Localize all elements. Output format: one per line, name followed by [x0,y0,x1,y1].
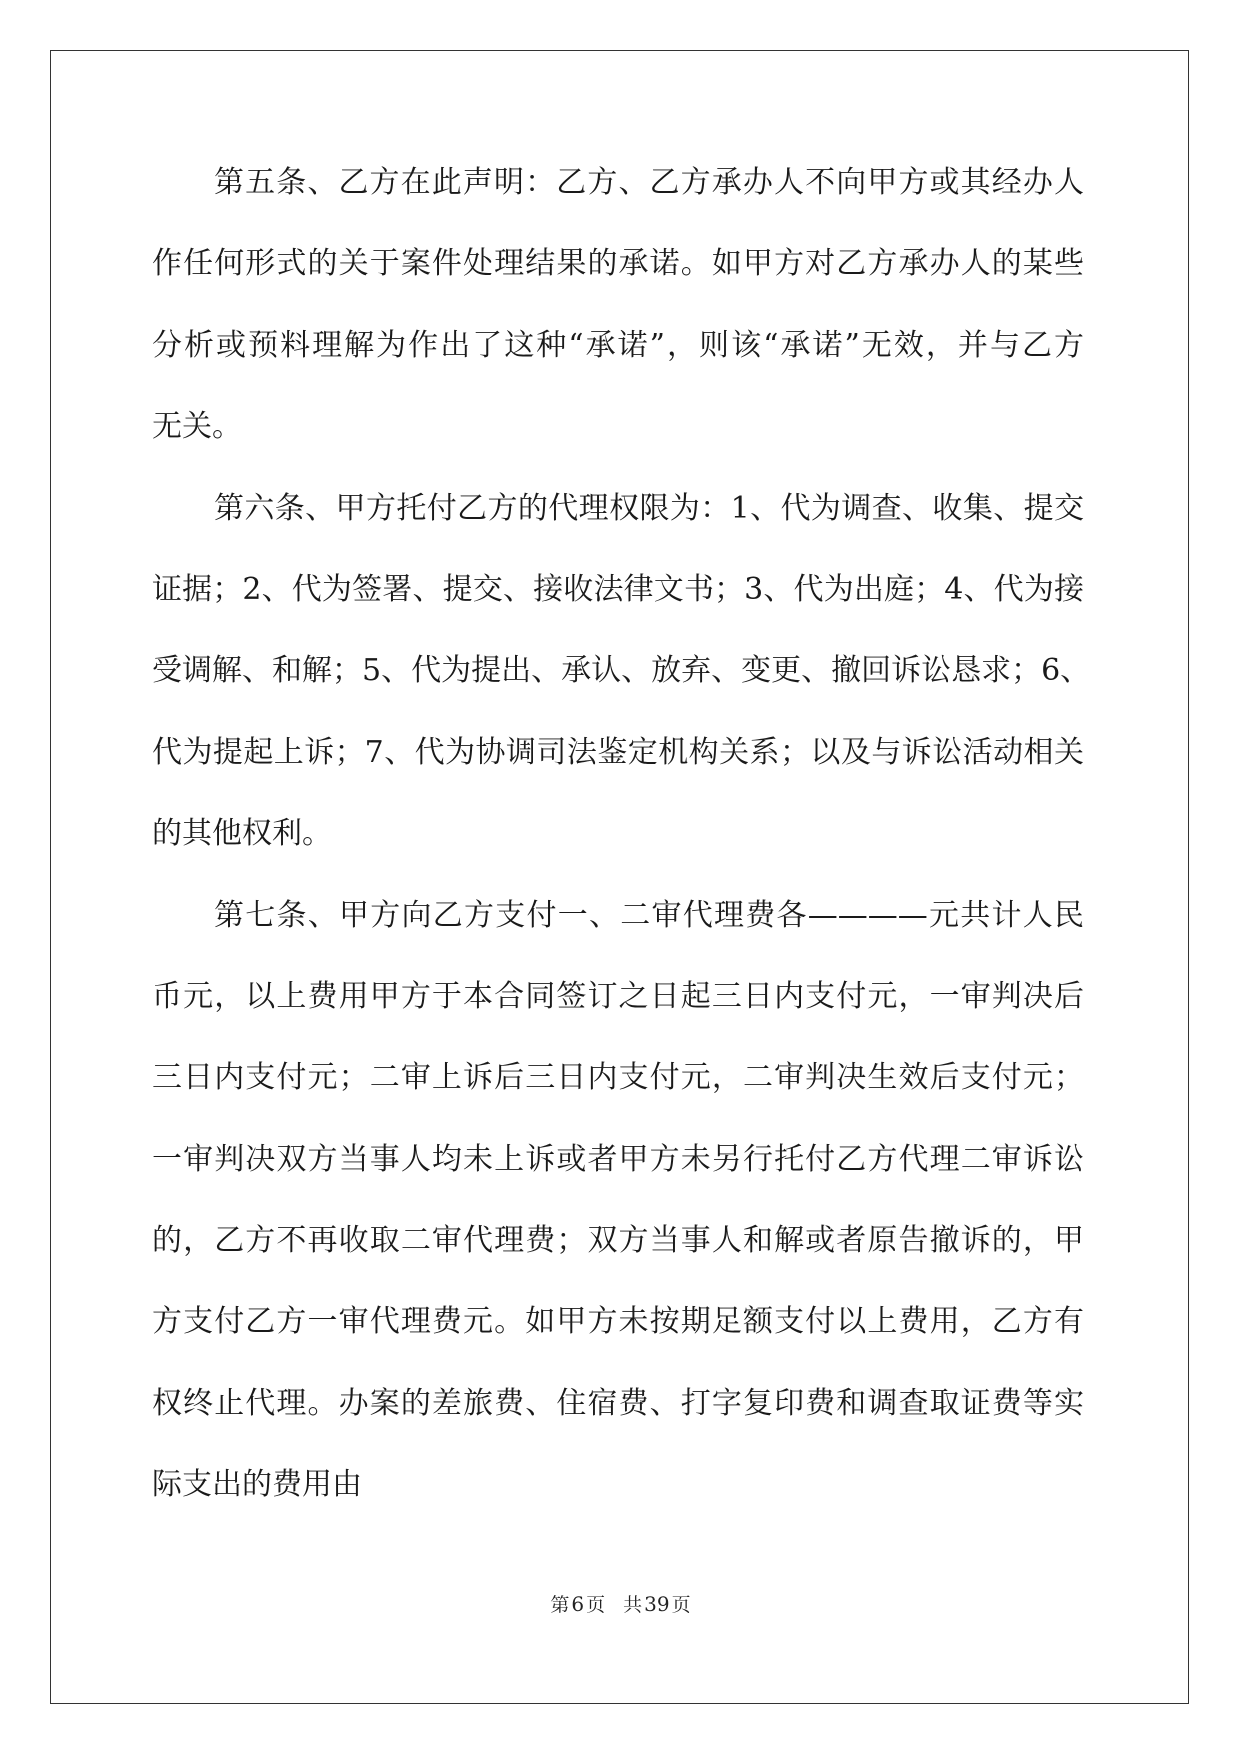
text-line: 第五条、乙方在此声明：乙方、乙方承办人不向甲方或其经办人 [214,165,1084,200]
text-line: 的其他权利。 [152,816,332,852]
text-line: 证据；2、代为签署、提交、接收法律文书；3、代为出庭；4、代为接 [152,571,1084,607]
text-line: 无关。 [152,409,242,445]
text-line: 方支付乙方一审代理费元。如甲方未按期足额支付以上费用，乙方有 [152,1304,1084,1340]
page-footer [0,1590,1241,1617]
page-suffix: 页 [586,1594,606,1616]
page-prefix: 第 [550,1594,570,1616]
text-line: 权终止代理。办案的差旅费、住宿费、打字复印费和调查取证费等实 [152,1385,1084,1421]
document-body [152,158,1091,1542]
text-line: 际支出的费用由 [152,1467,362,1503]
text-line: 受调解、和解；5、代为提出、承认、放弃、变更、撤回诉讼恳求；6、 [152,653,1091,689]
total-suffix: 页 [671,1594,691,1616]
text-line: 作任何形式的关于案件处理结果的承诺。如甲方对乙方承办人的某些 [152,246,1084,282]
text-line: 三日内支付元；二审上诉后三日内支付元，二审判决生效后支付元； [152,1060,1084,1096]
text-line: 第六条、甲方托付乙方的代理权限为：1、代为调查、收集、提交 [214,490,1084,526]
total-pages: 39 [644,1592,670,1616]
page-number: 6 [571,1592,585,1616]
total-prefix: 共 [623,1594,643,1616]
text-line: 第七条、甲方向乙方支付一、二审代理费各————元共计人民 [214,897,1084,933]
text-line: 代为提起上诉；7、代为协调司法鉴定机构关系；以及与诉讼活动相关 [152,734,1084,770]
text-line: 的，乙方不再收取二审代理费；双方当事人和解或者原告撤诉的，甲 [152,1223,1084,1259]
text-line: 一审判决双方当事人均未上诉或者甲方未另行托付乙方代理二审诉讼 [152,1141,1084,1177]
text-line: 分析或预料理解为作出了这种“承诺”，则该“承诺”无效，并与乙方 [152,327,1084,363]
text-line: 币元，以上费用甲方于本合同签订之日起三日内支付元，一审判决后 [152,978,1084,1014]
